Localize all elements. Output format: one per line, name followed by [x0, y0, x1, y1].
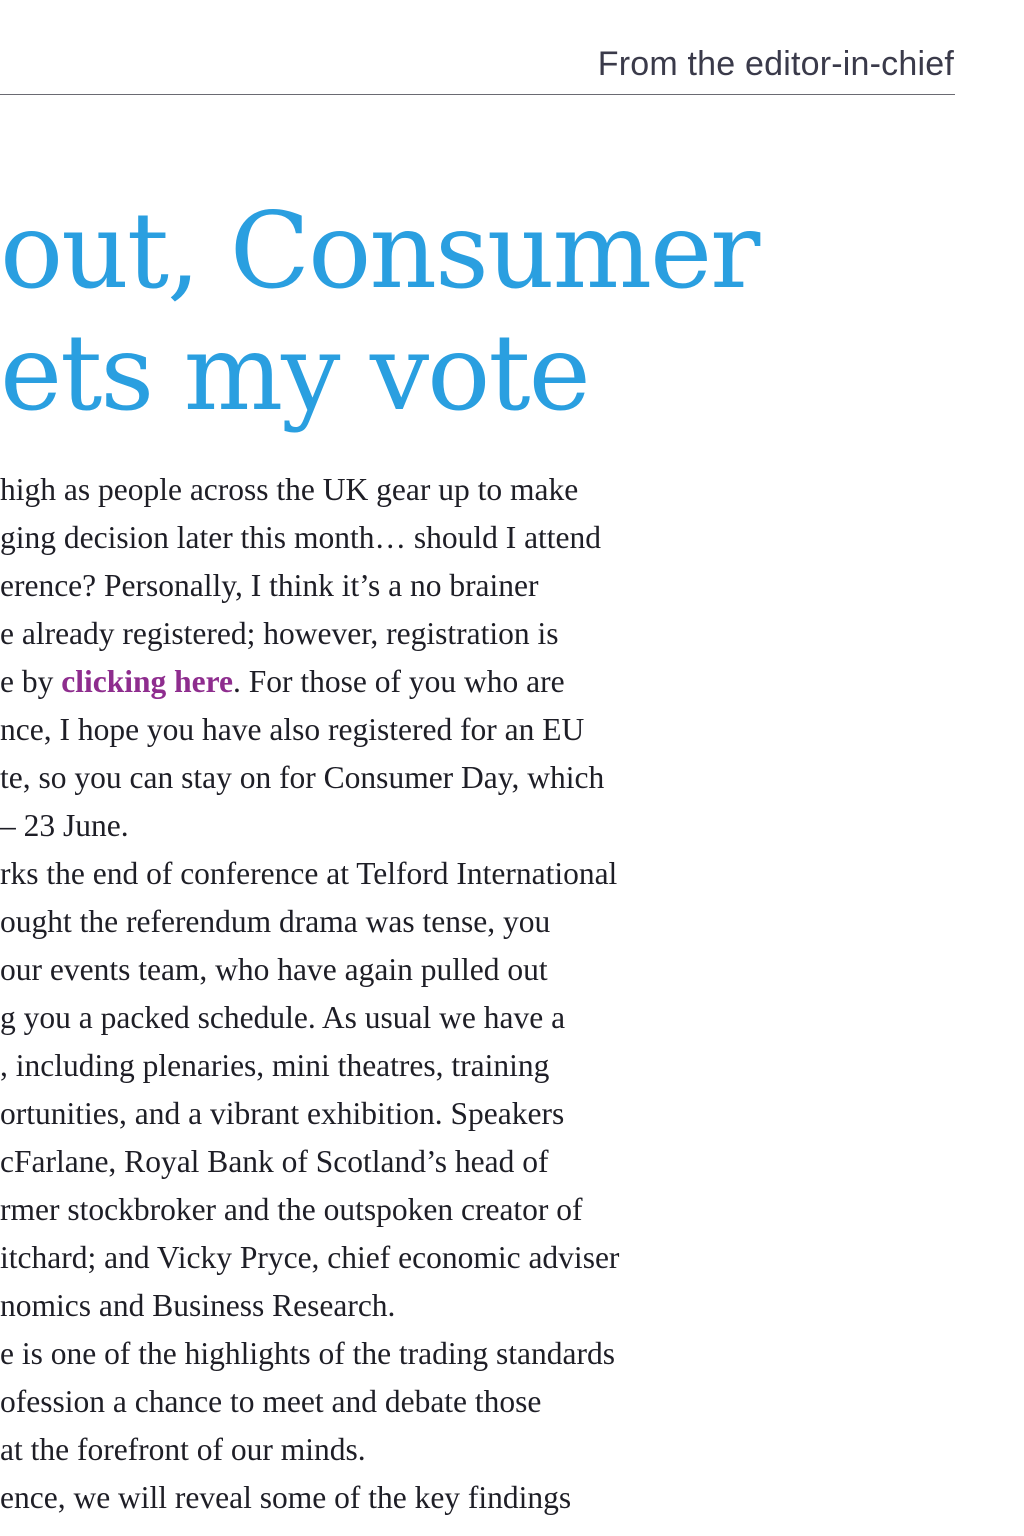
- body-line: cFarlane, Royal Bank of Scotland’s head of: [0, 1144, 549, 1179]
- body-line: ging decision later this month… should I attend: [0, 520, 602, 555]
- body-line: high as people across the UK gear up to make: [0, 472, 579, 507]
- headline-line-2: ets my vote: [0, 312, 589, 434]
- body-line: ofession a chance to meet and debate those: [0, 1384, 542, 1419]
- body-line: nce, I hope you have also registered for an EU: [0, 712, 585, 747]
- article-headline: [0, 190, 1024, 434]
- body-text-fragment: . For those of you who are: [233, 664, 565, 699]
- body-line: itchard; and Vicky Pryce, chief economic adviser: [0, 1240, 620, 1275]
- body-line: nomics and Business Research.: [0, 1288, 396, 1323]
- body-line: – 23 June.: [0, 808, 129, 843]
- body-line: our events team, who have again pulled out: [0, 952, 548, 987]
- headline-line-1: out, Consumer: [0, 190, 759, 312]
- body-text-fragment: e by: [0, 664, 62, 699]
- body-line: ence, we will reveal some of the key findings: [0, 1480, 572, 1515]
- body-line: rmer stockbroker and the outspoken creator of: [0, 1192, 583, 1227]
- body-line: e is one of the highlights of the trading standards: [0, 1336, 616, 1371]
- body-line: e already registered; however, registration is: [0, 616, 559, 651]
- body-line: at the forefront of our minds.: [0, 1432, 366, 1467]
- section-header: From the editor-in-chief: [597, 45, 954, 83]
- body-line-with-link: [0, 658, 1024, 706]
- article-body: [0, 466, 1024, 1522]
- header-divider: [0, 94, 955, 95]
- body-line: , including plenaries, mini theatres, training: [0, 1048, 550, 1083]
- body-line: g you a packed schedule. As usual we have a: [0, 1000, 566, 1035]
- body-line: rks the end of conference at Telford International: [0, 856, 618, 891]
- body-line: ought the referendum drama was tense, you: [0, 904, 551, 939]
- body-line: ortunities, and a vibrant exhibition. Speakers: [0, 1096, 565, 1131]
- body-line: erence? Personally, I think it’s a no brainer: [0, 568, 539, 603]
- body-line: te, so you can stay on for Consumer Day, which: [0, 760, 605, 795]
- registration-link[interactable]: clicking here: [61, 664, 234, 699]
